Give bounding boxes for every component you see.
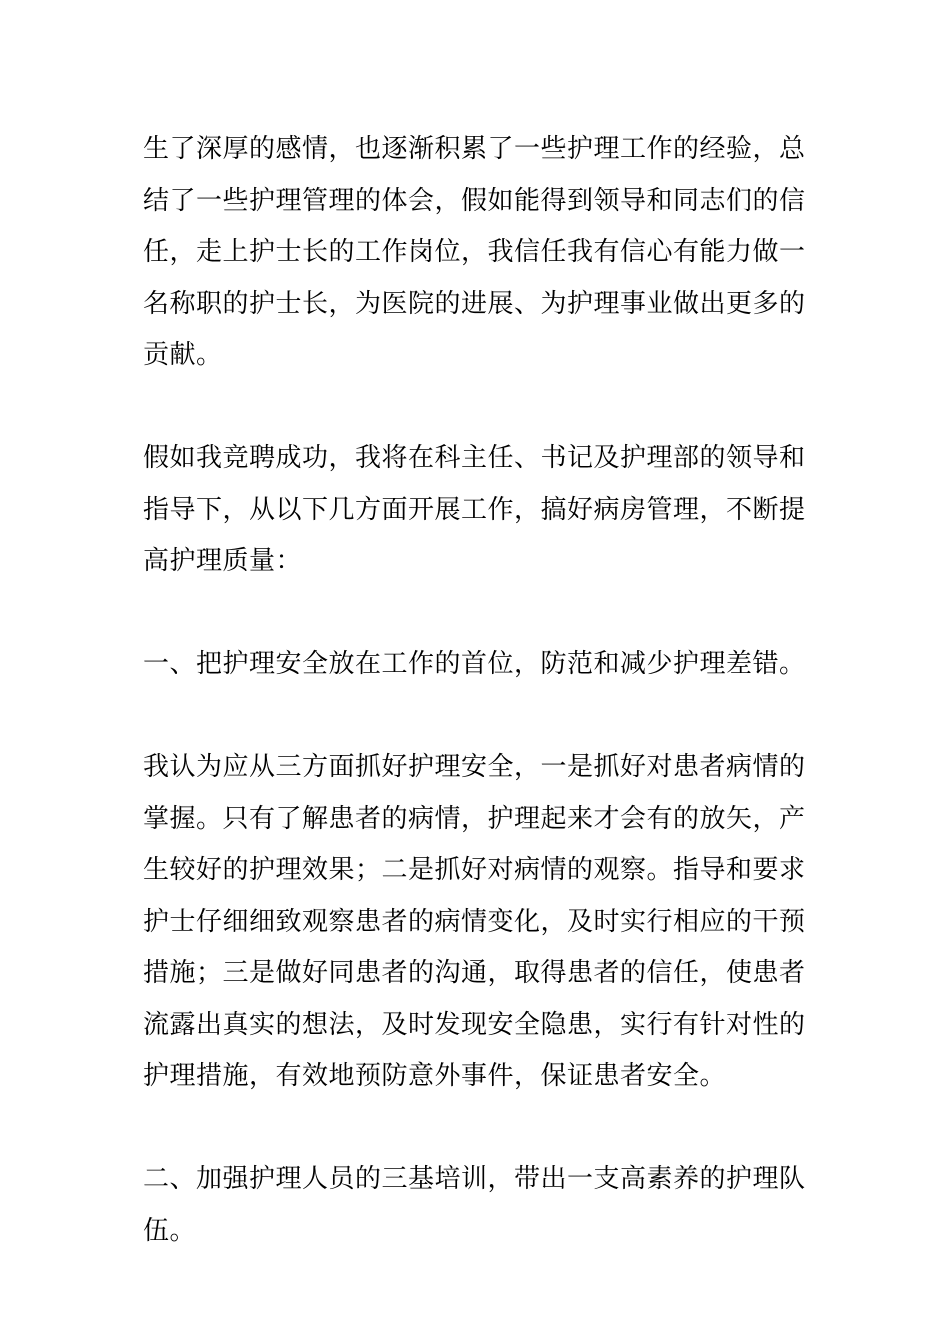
text-line: 我认为应从三方面抓好护理安全，一是抓好对患者病情的 — [143, 752, 806, 782]
section-heading-1 — [143, 639, 950, 691]
text-line: 结了一些护理管理的体会，假如能得到领导和同志们的信 — [143, 185, 806, 216]
text-line: 高护理质量： — [143, 546, 303, 576]
text-line: 流露出真实的想法，及时发现安全隐患，实行有针对性的 — [143, 1009, 806, 1040]
text-line: 措施；三是做好同患者的沟通，取得患者的信任，使患者 — [143, 958, 806, 988]
text-line: 名称职的护士长，为医院的进展、为护理事业做出更多的 — [143, 288, 806, 319]
text-line: 一、把护理安全放在工作的首位，防范和减少护理差错。 — [143, 649, 806, 679]
section-heading-2 — [143, 1154, 950, 1257]
text-line: 假如我竞聘成功，我将在科主任、书记及护理部的领导和 — [143, 443, 806, 473]
paragraph-gap — [143, 588, 950, 640]
text-line: 任，走上护士长的工作岗位，我信任我有信心有能力做一 — [143, 237, 806, 267]
paragraph-gap — [143, 691, 950, 743]
paragraph-1 — [143, 124, 950, 382]
text-line: 贡献。 — [143, 340, 223, 370]
paragraph-gap — [143, 382, 950, 434]
text-line: 二、加强护理人员的三基培训，带出一支高素养的护理队 — [143, 1164, 806, 1194]
text-line: 生较好的护理效果；二是抓好对病情的观察。指导和要求 — [143, 855, 806, 885]
text-line: 护士仔细细致观察患者的病情变化，及时实行相应的干预 — [143, 906, 806, 937]
text-line: 伍。 — [143, 1215, 197, 1246]
paragraph-gap — [143, 1103, 950, 1155]
paragraph-2 — [143, 433, 950, 588]
text-line: 掌握。只有了解患者的病情，护理起来才会有的放矢，产 — [143, 803, 806, 834]
text-line: 指导下，从以下几方面开展工作，搞好病房管理，不断提 — [143, 494, 806, 525]
paragraph-4 — [143, 742, 950, 1103]
text-line: 生了深厚的感情，也逐渐积累了一些护理工作的经验，总 — [143, 134, 806, 164]
text-line: 护理措施，有效地预防意外事件，保证患者安全。 — [143, 1061, 727, 1091]
